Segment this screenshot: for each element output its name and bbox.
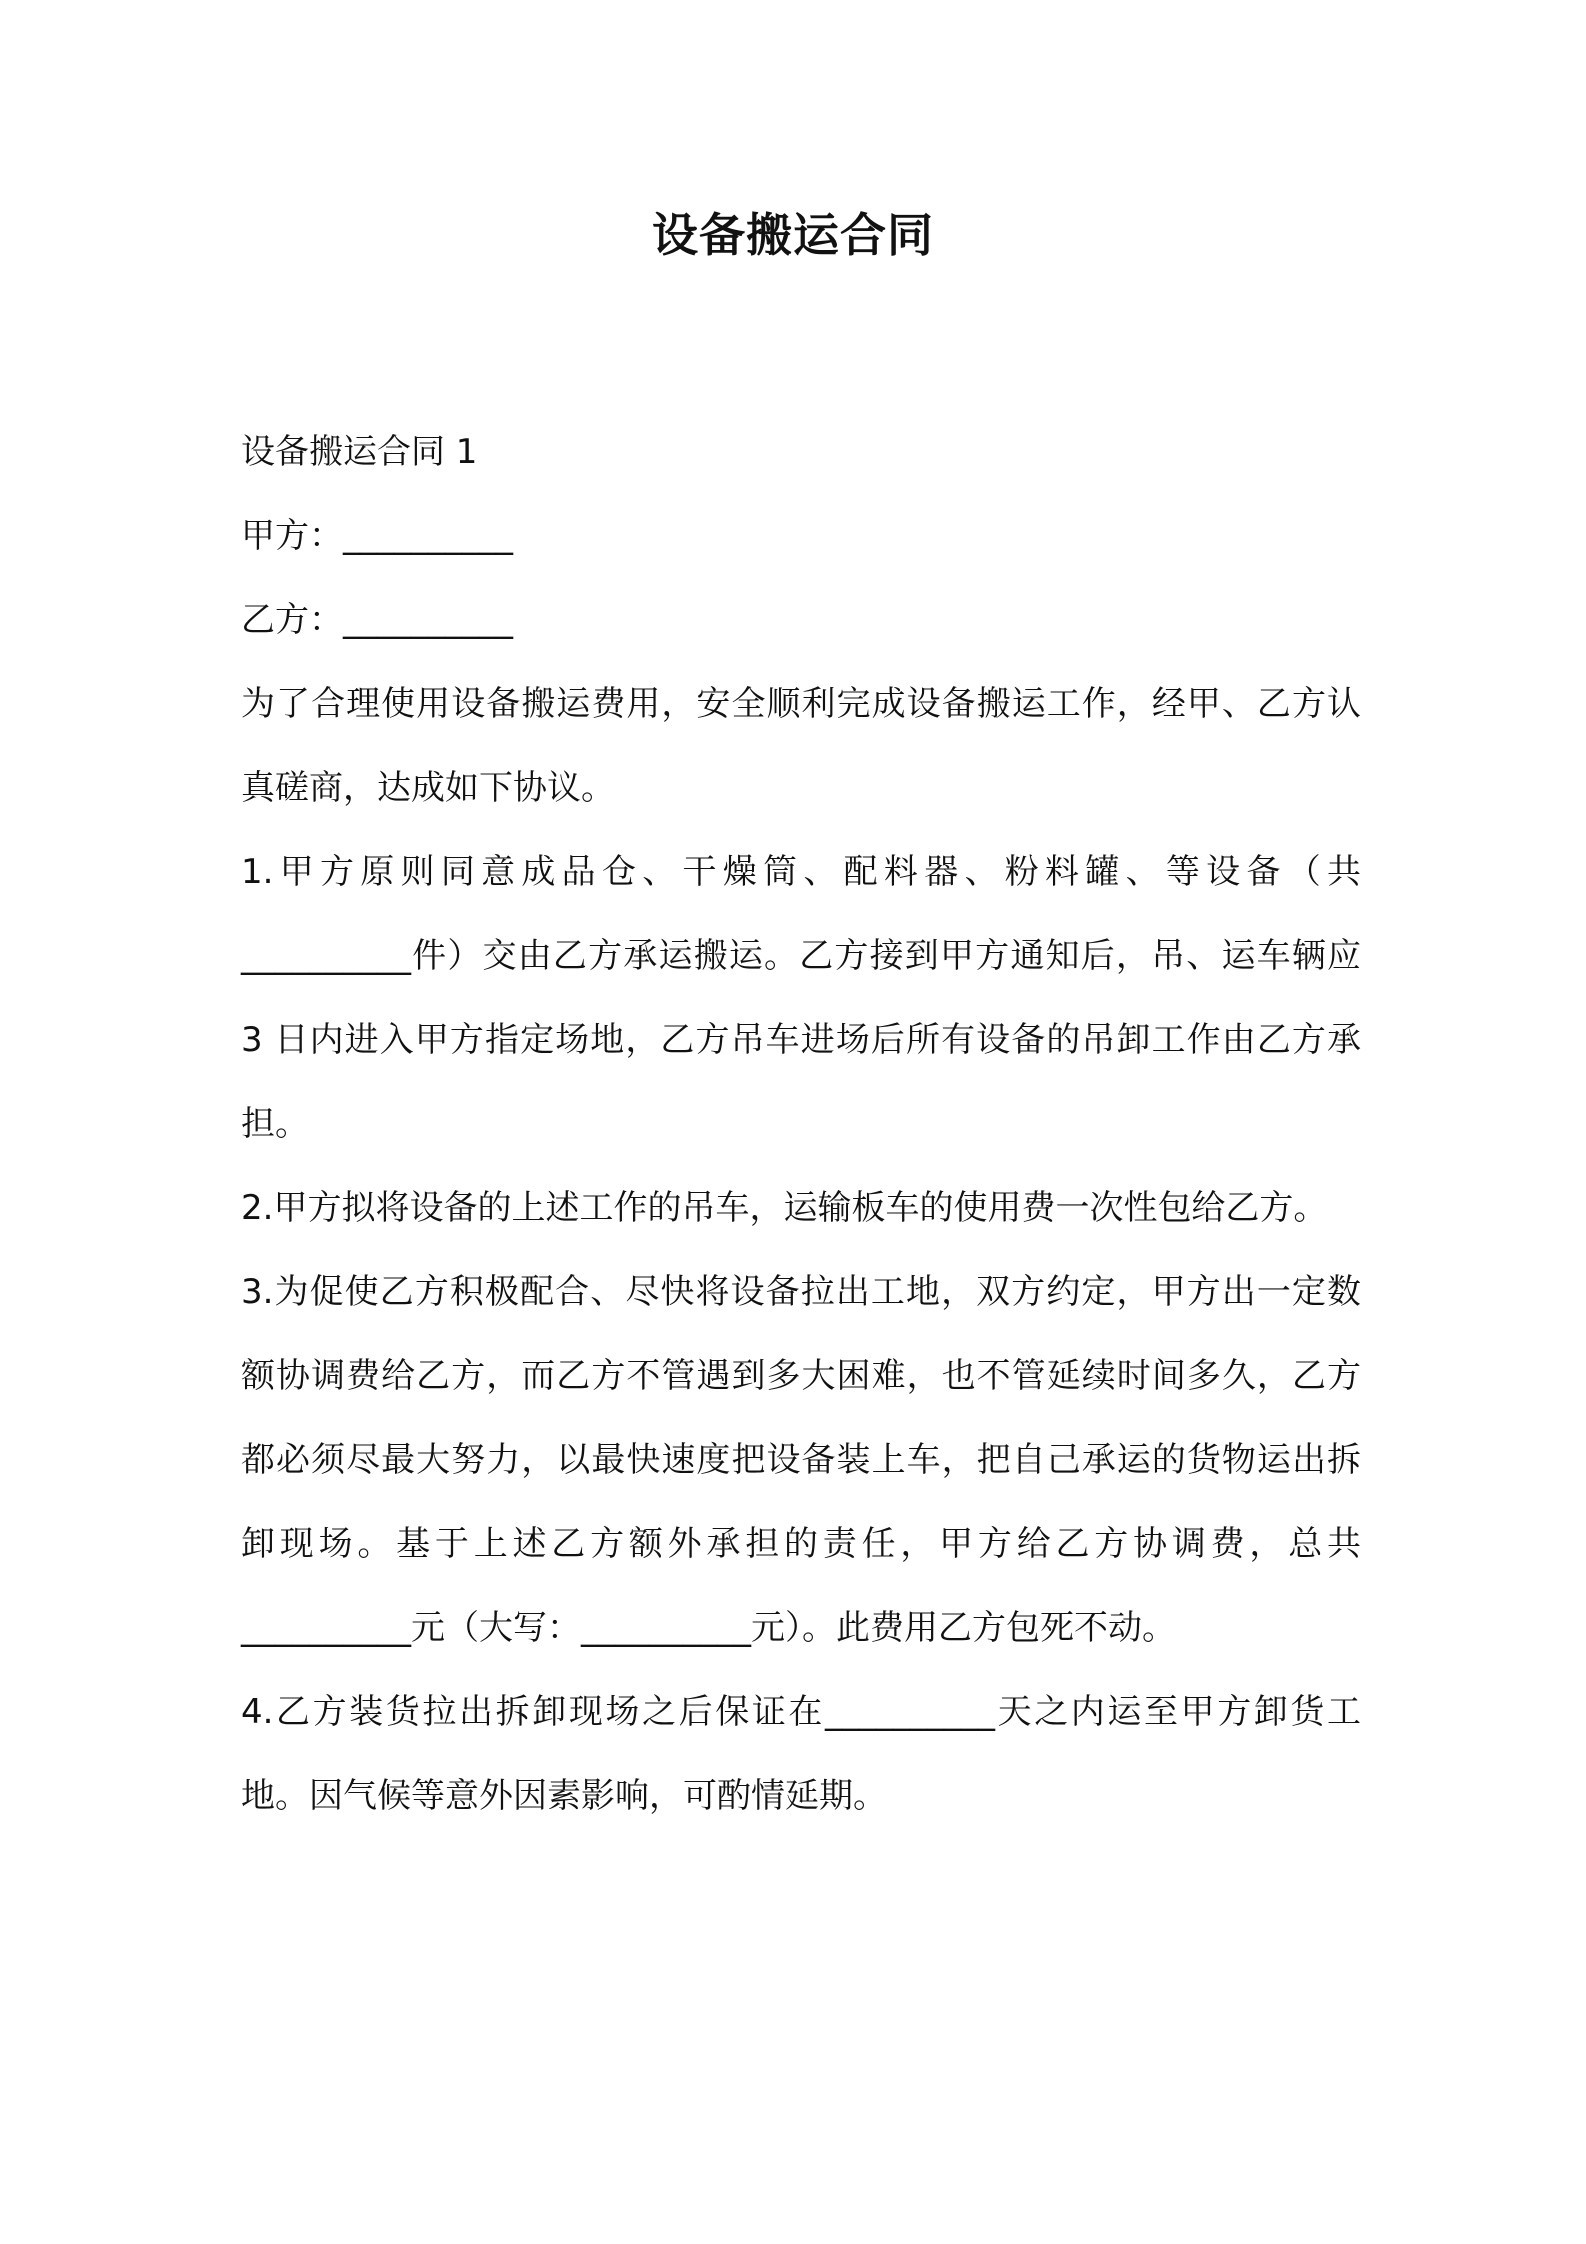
party-b-line: 乙方：__________ (241, 600, 513, 640)
party-a-line: 甲方：__________ (241, 516, 513, 556)
page-title: 设备搬运合同 (652, 208, 934, 262)
clause-3: 3.为促使乙方积极配合、尽快将设备拉出工地，双方约定，甲方出一定数额协调费给乙方，而乙方不管遇到多大困难，也不管延续时间多久，乙方都必须尽最大努力，以最快速度把设备装上车，把自己承运的货物运出拆卸现场。基于上述乙方额外承担的责任，甲方给乙方协调费，总共__________元（大写：__________元）。此费用乙方包死不动。 (241, 1272, 1361, 1648)
clause-2: 2.甲方拟将设备的上述工作的吊车，运输板车的使用费一次性包给乙方。 (241, 1188, 1328, 1228)
intro-paragraph: 为了合理使用设备搬运费用，安全顺利完成设备搬运工作，经甲、乙方认真磋商，达成如下协议。 (241, 684, 1361, 808)
document-body (241, 410, 1361, 1838)
clause-4: 4.乙方装货拉出拆卸现场之后保证在__________天之内运至甲方卸货工地。因气候等意外因素影响，可酌情延期。 (241, 1692, 1361, 1816)
clause-1: 1.甲方原则同意成品仓、干燥筒、配料器、粉料罐、等设备（共__________件）交由乙方承运搬运。乙方接到甲方通知后，吊、运车辆应 3 日内进入甲方指定场地，乙方吊车进场后所有设备的吊卸工作由乙方承担。 (241, 852, 1361, 1144)
contract-subtitle: 设备搬运合同 1 (241, 432, 478, 472)
